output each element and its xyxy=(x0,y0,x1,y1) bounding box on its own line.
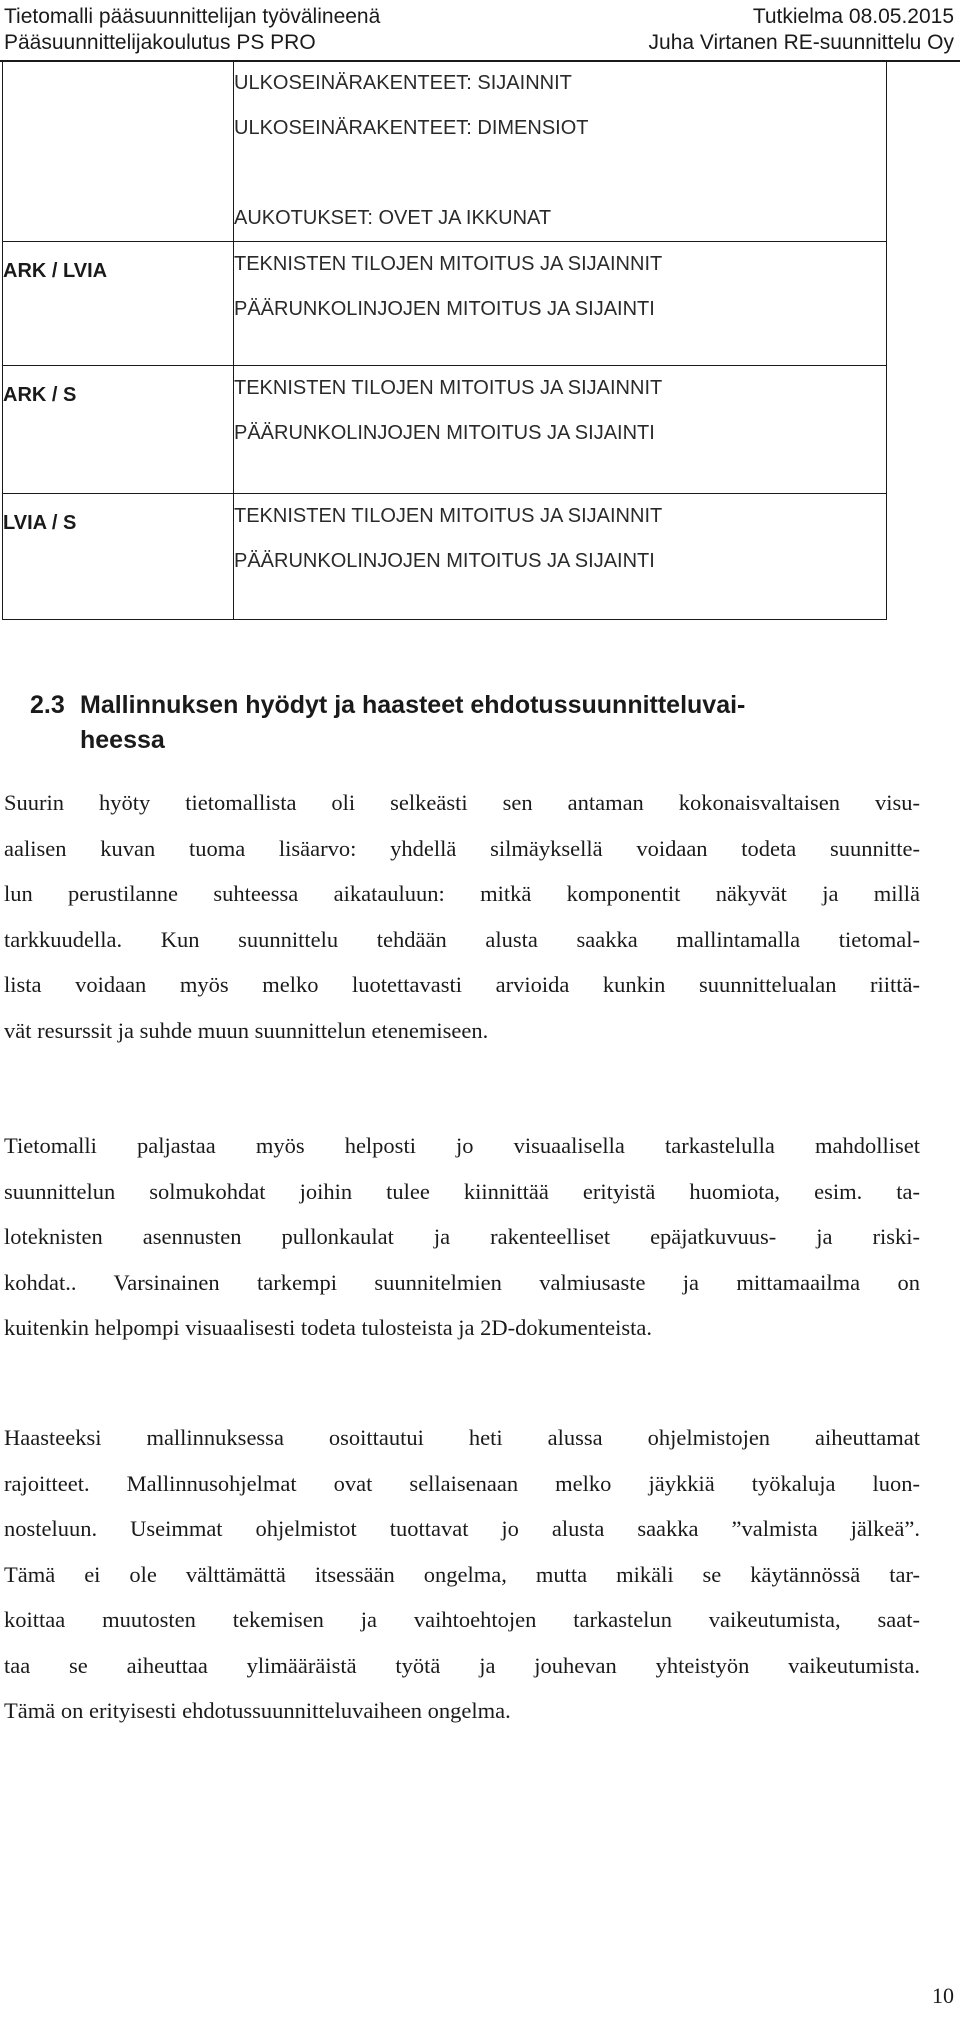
paragraph-line: rajoitteet. Mallinnusohjelmat ovat sellaisenaan melko jäykkiä työkaluja luon- xyxy=(4,1470,920,1496)
coordination-table xyxy=(2,60,887,620)
paragraph xyxy=(4,1123,920,1351)
table-line: PÄÄRUNKOLINJOJEN MITOITUS JA SIJAINTI xyxy=(234,422,655,444)
paragraph-line: taa se aiheuttaa ylimääräistä työtä ja jouhevan yhteistyön vaikeutumista. xyxy=(4,1652,920,1678)
page-number: 10 xyxy=(932,1983,954,2008)
table-row-label xyxy=(3,61,234,242)
table-row-label: LVIA / S xyxy=(3,494,234,620)
paragraph-line: lun perustilanne suhteessa aikatauluun: mitkä komponentit näkyvät ja millä xyxy=(4,881,920,906)
paragraph-line: loteknisten asennusten pullonkaulat ja rakenteelliset epäjatkuvuus- ja riski- xyxy=(4,1224,920,1249)
paragraph-line: vät resurssit ja suhde muun suunnittelun etenemiseen. xyxy=(4,1017,489,1043)
table-row-label: ARK / LVIA xyxy=(3,242,234,366)
table-row-content xyxy=(234,61,887,242)
section-title-line: Mallinnuksen hyödyt ja haasteet ehdotussuunnitteluvai- xyxy=(80,691,746,719)
table-line xyxy=(234,151,886,196)
paragraph xyxy=(4,780,920,1053)
table-row-content xyxy=(234,494,887,620)
paragraph-line: Tämä on erityisesti ehdotussuunnitteluvaiheen ongelma. xyxy=(4,1698,511,1723)
table-line: TEKNISTEN TILOJEN MITOITUS JA SIJAINNIT xyxy=(234,505,663,527)
table-row-content xyxy=(234,366,887,494)
header-course-name: Pääsuunnittelijakoulutus PS PRO xyxy=(4,31,316,54)
paragraph-line: kohdat.. Varsinainen tarkempi suunnitelmien valmiusaste ja mittamaailma on xyxy=(4,1269,920,1295)
paragraph-line: lista voidaan myös melko luotettavasti arvioida kunkin suunnittelualan riittä- xyxy=(4,972,920,997)
table-row xyxy=(3,61,887,242)
table-row-label: ARK / S xyxy=(3,366,234,494)
header-document-title: Tietomalli pääsuunnittelijan työvälineenä xyxy=(4,5,381,28)
section-number: 2.3 xyxy=(30,691,65,719)
table-row-content xyxy=(234,242,887,366)
paragraph-line: Haasteeksi mallinnuksessa osoittautui heti alussa ohjelmistojen aiheuttamat xyxy=(4,1425,920,1450)
table-line: ULKOSEINÄRAKENTEET: SIJAINNIT xyxy=(234,72,572,94)
paragraph-line: tarkkuudella. Kun suunnittelu tehdään alusta saakka mallintamalla tietomal- xyxy=(4,926,920,952)
paragraph-line: aalisen kuvan tuoma lisäarvo: yhdellä silmäyksellä voidaan todeta suunnitte- xyxy=(4,835,920,861)
header-author: Juha Virtanen RE-suunnittelu Oy xyxy=(648,31,954,54)
paragraph-line: Tämä ei ole välttämättä itsessään ongelma, mutta mikäli se käytännössä tar- xyxy=(4,1561,920,1587)
table-row xyxy=(3,494,887,620)
table-line: TEKNISTEN TILOJEN MITOITUS JA SIJAINNIT xyxy=(234,377,663,399)
table-line: ULKOSEINÄRAKENTEET: DIMENSIOT xyxy=(234,117,589,139)
paragraph-line: Suurin hyöty tietomallista oli selkeästi sen antaman kokonaisvaltaisen visu- xyxy=(4,790,920,815)
paragraph-line: suunnittelun solmukohdat joihin tulee kiinnittää erityistä huomiota, esim. ta- xyxy=(4,1178,920,1204)
table-row xyxy=(3,242,887,366)
table-line: PÄÄRUNKOLINJOJEN MITOITUS JA SIJAINTI xyxy=(234,550,655,572)
paragraph-line: Tietomalli paljastaa myös helposti jo visuaalisella tarkastelulla mahdolliset xyxy=(4,1133,920,1158)
paragraph xyxy=(4,1415,920,1734)
header-date: Tutkielma 08.05.2015 xyxy=(752,5,954,28)
paragraph-line: kuitenkin helpompi visuaalisesti todeta tulosteista ja 2D-dokumenteista. xyxy=(4,1315,653,1340)
paragraph-line: koittaa muutosten tekemisen ja vaihtoehtojen tarkastelun vaikeutumista, saat- xyxy=(4,1607,920,1632)
section-title-line: heessa xyxy=(80,726,165,754)
page-header xyxy=(0,0,960,62)
paragraph-line: nosteluun. Useimmat ohjelmistot tuottavat jo alusta saakka ”valmista jälkeä”. xyxy=(4,1516,920,1541)
table-line: PÄÄRUNKOLINJOJEN MITOITUS JA SIJAINTI xyxy=(234,298,655,320)
table-line: TEKNISTEN TILOJEN MITOITUS JA SIJAINNIT xyxy=(234,253,663,275)
table-line: AUKOTUKSET: OVET JA IKKUNAT xyxy=(234,207,552,229)
table-row xyxy=(3,366,887,494)
